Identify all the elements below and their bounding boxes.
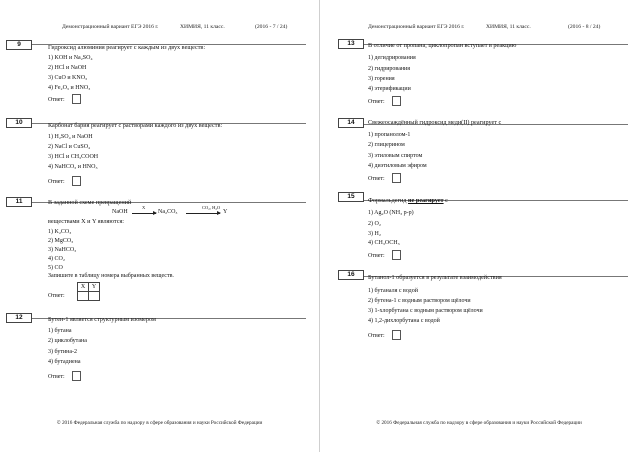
- answer-box[interactable]: [392, 96, 401, 106]
- answer-box[interactable]: [72, 94, 81, 104]
- option: 3) NaHCO₃: [48, 247, 77, 253]
- option: 4) CO₂: [48, 256, 65, 262]
- option: 3) CuO и KNO₃: [48, 75, 88, 81]
- answer-label: Ответ:: [48, 179, 65, 185]
- scheme-reagent: CO₂, H₂O: [202, 205, 221, 210]
- right-page: [319, 0, 638, 452]
- scheme-y: Y: [223, 209, 228, 215]
- question-number: 10: [6, 118, 32, 128]
- answer-label: Ответ:: [368, 176, 385, 182]
- question-number: 12: [6, 313, 32, 323]
- option: 2) NaCl и CuSO₄: [48, 144, 91, 150]
- answer-table: [77, 282, 100, 301]
- scheme-x-label: X: [142, 205, 146, 210]
- header-variant: Демонстрационный вариант ЕГЭ 2016 г.: [368, 24, 465, 30]
- option: 4) 1,2-дихлорбутана с водой: [368, 318, 440, 324]
- option: 3) бутина-2: [48, 349, 78, 355]
- option: 4) NaHCO₃ и HNO₃: [48, 164, 98, 170]
- answer-box[interactable]: [72, 176, 81, 186]
- answer-label: Ответ:: [48, 293, 65, 299]
- option: 2) бутена-1 с водным раствором щёлочи: [368, 298, 471, 304]
- arrow-icon: [132, 213, 156, 214]
- question-number: 13: [338, 39, 364, 49]
- option: 2) глицерином: [368, 142, 405, 148]
- option: 2) циклобутана: [48, 338, 87, 344]
- header-pagenum: (2016 - 8 / 24): [568, 24, 601, 30]
- option: 3) этиловым спиртом: [368, 153, 423, 159]
- option: 4) диэтиловым эфиром: [368, 163, 427, 169]
- option: 3) HCl и CH₃COOH: [48, 154, 99, 160]
- option: 1) K₂CO₃: [48, 229, 72, 235]
- question-text: Бутен-1 является структурным изомером: [48, 316, 156, 323]
- option: 2) O₂: [368, 221, 381, 227]
- option: 1) бутаналя с водой: [368, 288, 418, 294]
- header-subject: ХИМИЯ, 11 класс.: [486, 24, 531, 30]
- option: 1) KOH и Na₂SO₄: [48, 55, 93, 61]
- question-number: 14: [338, 118, 364, 128]
- question-text: Гидроксид алюминия реагирует с каждым из двух веществ:: [48, 44, 206, 51]
- header-variant: Демонстрационный вариант ЕГЭ 2016 г.: [62, 24, 159, 30]
- answer-label: Ответ:: [368, 99, 385, 105]
- option: 1) пропанолом-1: [368, 132, 411, 138]
- answer-cell-x[interactable]: [78, 292, 89, 301]
- question-text: В отличие от пропана, циклопропан вступает в реакцию: [368, 42, 517, 49]
- answer-box[interactable]: [392, 330, 401, 340]
- option: 4) бутадиена: [48, 359, 81, 365]
- option: 1) H₂SO₄ и NaOH: [48, 134, 93, 140]
- question-text: Свежеосаждённый гидроксид меди(II) реагирует с: [368, 119, 502, 126]
- scheme-mid: Na₂CO₃: [158, 209, 178, 215]
- answer-box[interactable]: [72, 371, 81, 381]
- question-text: [368, 197, 448, 205]
- option: 4) CH₃OCH₃: [368, 240, 400, 246]
- option: 2) гидрирования: [368, 66, 411, 72]
- answer-box[interactable]: [392, 250, 401, 260]
- question-number: 11: [6, 197, 32, 207]
- table-header-x: X: [78, 283, 89, 292]
- answer-label: Ответ:: [48, 374, 65, 380]
- question-text: В заданной схеме превращений: [48, 199, 132, 206]
- question-number: 9: [6, 40, 32, 50]
- question-number: 16: [338, 270, 364, 280]
- option: 4) этерификации: [368, 86, 411, 92]
- option: 3) H₂: [368, 231, 381, 237]
- question-text-prefix: Формальдегид: [368, 197, 407, 204]
- footer-copyright: © 2016 Федеральная служба по надзору в сфере образования и науки Российской Федерации: [56, 420, 263, 426]
- option: 2) MgCO₃: [48, 238, 74, 244]
- question-text: Карбонат бария реагирует с растворами каждого из двух веществ:: [48, 122, 223, 129]
- question-text: Бутанол-1 образуется в результате взаимодействия: [368, 274, 502, 281]
- footer-copyright: © 2016 Федеральная служба по надзору в сфере образования и науки Российской Федерации: [376, 420, 582, 426]
- option: 5) CO: [48, 265, 63, 271]
- option: 1) дегидрирования: [368, 55, 416, 61]
- answer-box[interactable]: [392, 173, 401, 183]
- option: 3) горения: [368, 76, 395, 82]
- option: 1) Ag₂O (NH₃ р-р): [368, 210, 414, 216]
- answer-label: Ответ:: [368, 253, 385, 259]
- option: 1) бутана: [48, 328, 72, 334]
- option: 3) 1-хлорбутана с водным раствором щёлочи: [368, 308, 483, 314]
- scheme-start: NaOH: [112, 209, 128, 215]
- question-text-2: веществами X и Y являются:: [48, 218, 125, 225]
- question-text-emphasis: не реагирует: [408, 197, 444, 204]
- header-subject: ХИМИЯ, 11 класс.: [180, 24, 225, 30]
- header-pagenum: (2016 - 7 / 24): [255, 24, 288, 30]
- answer-cell-y[interactable]: [89, 292, 100, 301]
- option: 4) Fe₂O₃ и HNO₃: [48, 85, 91, 91]
- instruction: Запишите в таблицу номера выбранных веществ.: [48, 273, 174, 279]
- arrow-icon: [186, 213, 220, 214]
- answer-label: Ответ:: [368, 333, 385, 339]
- table-header-y: Y: [89, 283, 100, 292]
- option: 2) HCl и NaOH: [48, 65, 87, 71]
- answer-label: Ответ:: [48, 97, 65, 103]
- question-number: 15: [338, 192, 364, 202]
- question-text-suffix: с: [445, 197, 448, 204]
